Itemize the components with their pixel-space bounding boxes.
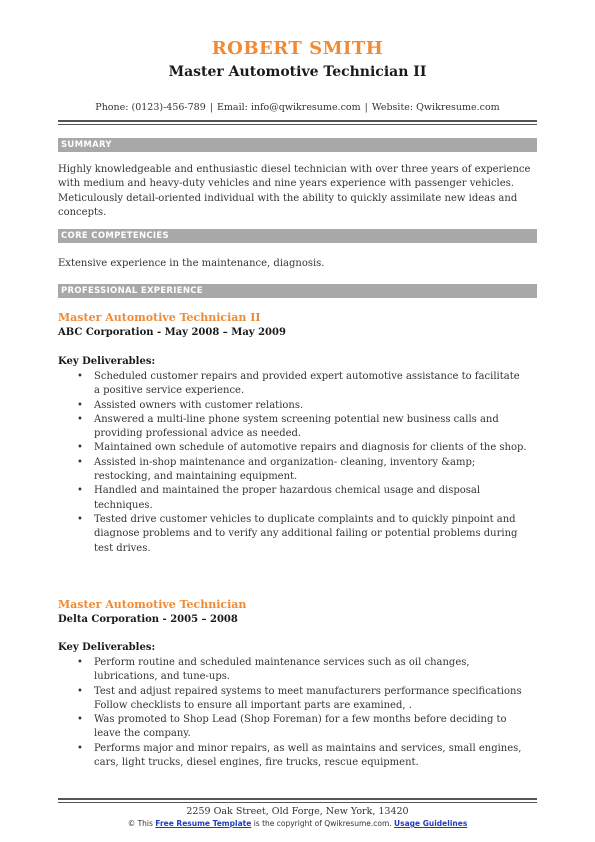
list-item: • Assisted owners with customer relations. <box>58 399 528 413</box>
copyright-middle: is the copyright of Qwikresume.com. <box>253 819 392 828</box>
list-item: • Performs major and minor repairs, as well as maintains and services, small engines, cars, light trucks, diesel engines, fire trucks, rescue equipment. <box>58 742 528 771</box>
job-title: Master Automotive Technician II <box>58 311 261 324</box>
footer-copyright <box>0 819 595 829</box>
list-item: • Scheduled customer repairs and provided expert automotive assistance to facilitate a positive service experience. <box>58 370 528 399</box>
list-item: • Answered a multi-line phone system screening potential new business calls and providing professional advice as needed. <box>58 413 528 442</box>
phone-text: Phone: (0123)-456-789 <box>95 102 206 113</box>
job-title: Master Automotive Technician <box>58 598 247 611</box>
footer-address: 2259 Oak Street, Old Forge, New York, 13420 <box>186 806 409 817</box>
candidate-title: Master Automotive Technician II <box>168 64 427 80</box>
list-item: • Handled and maintained the proper hazardous chemical usage and disposal techniques. <box>58 484 528 513</box>
copyright-prefix: © This <box>127 819 153 828</box>
key-deliverables-label: Key Deliverables: <box>58 356 156 367</box>
competencies-text: Extensive experience in the maintenance, diagnosis. <box>58 258 325 269</box>
list-item: • Assisted in-shop maintenance and organization- cleaning, inventory &amp; restocking, and maintaining equipment. <box>58 456 528 485</box>
job-company-dates: Delta Corporation - 2005 – 2008 <box>58 614 238 625</box>
header-rule-thick <box>58 120 537 122</box>
summary-heading: SUMMARY <box>58 138 537 152</box>
job-company-dates: ABC Corporation - May 2008 – May 2009 <box>58 327 286 338</box>
email-text: Email: info@qwikresume.com <box>216 102 361 113</box>
footer-rule-thick <box>58 798 537 800</box>
footer-rule-thin <box>58 802 537 803</box>
free-resume-template-link[interactable]: Free Resume Template <box>155 819 252 828</box>
contact-separator: | <box>209 102 213 113</box>
list-item: • Maintained own schedule of automotive repairs and diagnosis for clients of the shop. <box>58 441 528 455</box>
job-bullet-list <box>58 370 528 556</box>
list-item: • Was promoted to Shop Lead (Shop Foreman) for a few months before deciding to leave the company. <box>58 713 528 742</box>
list-item: • Tested drive customer vehicles to duplicate complaints and to quickly pinpoint and diagnose problems and to verify any additional failing or potential problems during test drives. <box>58 513 528 556</box>
contact-separator: | <box>364 102 368 113</box>
candidate-name: ROBERT SMITH <box>211 38 384 59</box>
experience-heading: PROFESSIONAL EXPERIENCE <box>58 284 537 298</box>
list-item: • Perform routine and scheduled maintenance services such as oil changes, lubrications, and tune-ups. <box>58 656 528 685</box>
competencies-heading: CORE COMPETENCIES <box>58 229 537 243</box>
website-text: Website: Qwikresume.com <box>371 102 500 113</box>
key-deliverables-label: Key Deliverables: <box>58 642 156 653</box>
job-bullet-list <box>58 656 528 770</box>
usage-guidelines-link[interactable]: Usage Guidelines <box>394 819 468 828</box>
contact-line <box>0 101 595 114</box>
list-item: • Test and adjust repaired systems to meet manufacturers performance specifications Follow checklists to ensure all important parts are examined, . <box>58 685 528 714</box>
summary-text: Highly knowledgeable and enthusiastic diesel technician with over three years of experience with medium and heavy-duty vehicles and nine years experience with passenger vehicles. Meticulously detail-oriented individual with the ability to quickly assimilate new ideas and concepts. <box>58 164 531 218</box>
header-rule-thin <box>58 124 537 125</box>
